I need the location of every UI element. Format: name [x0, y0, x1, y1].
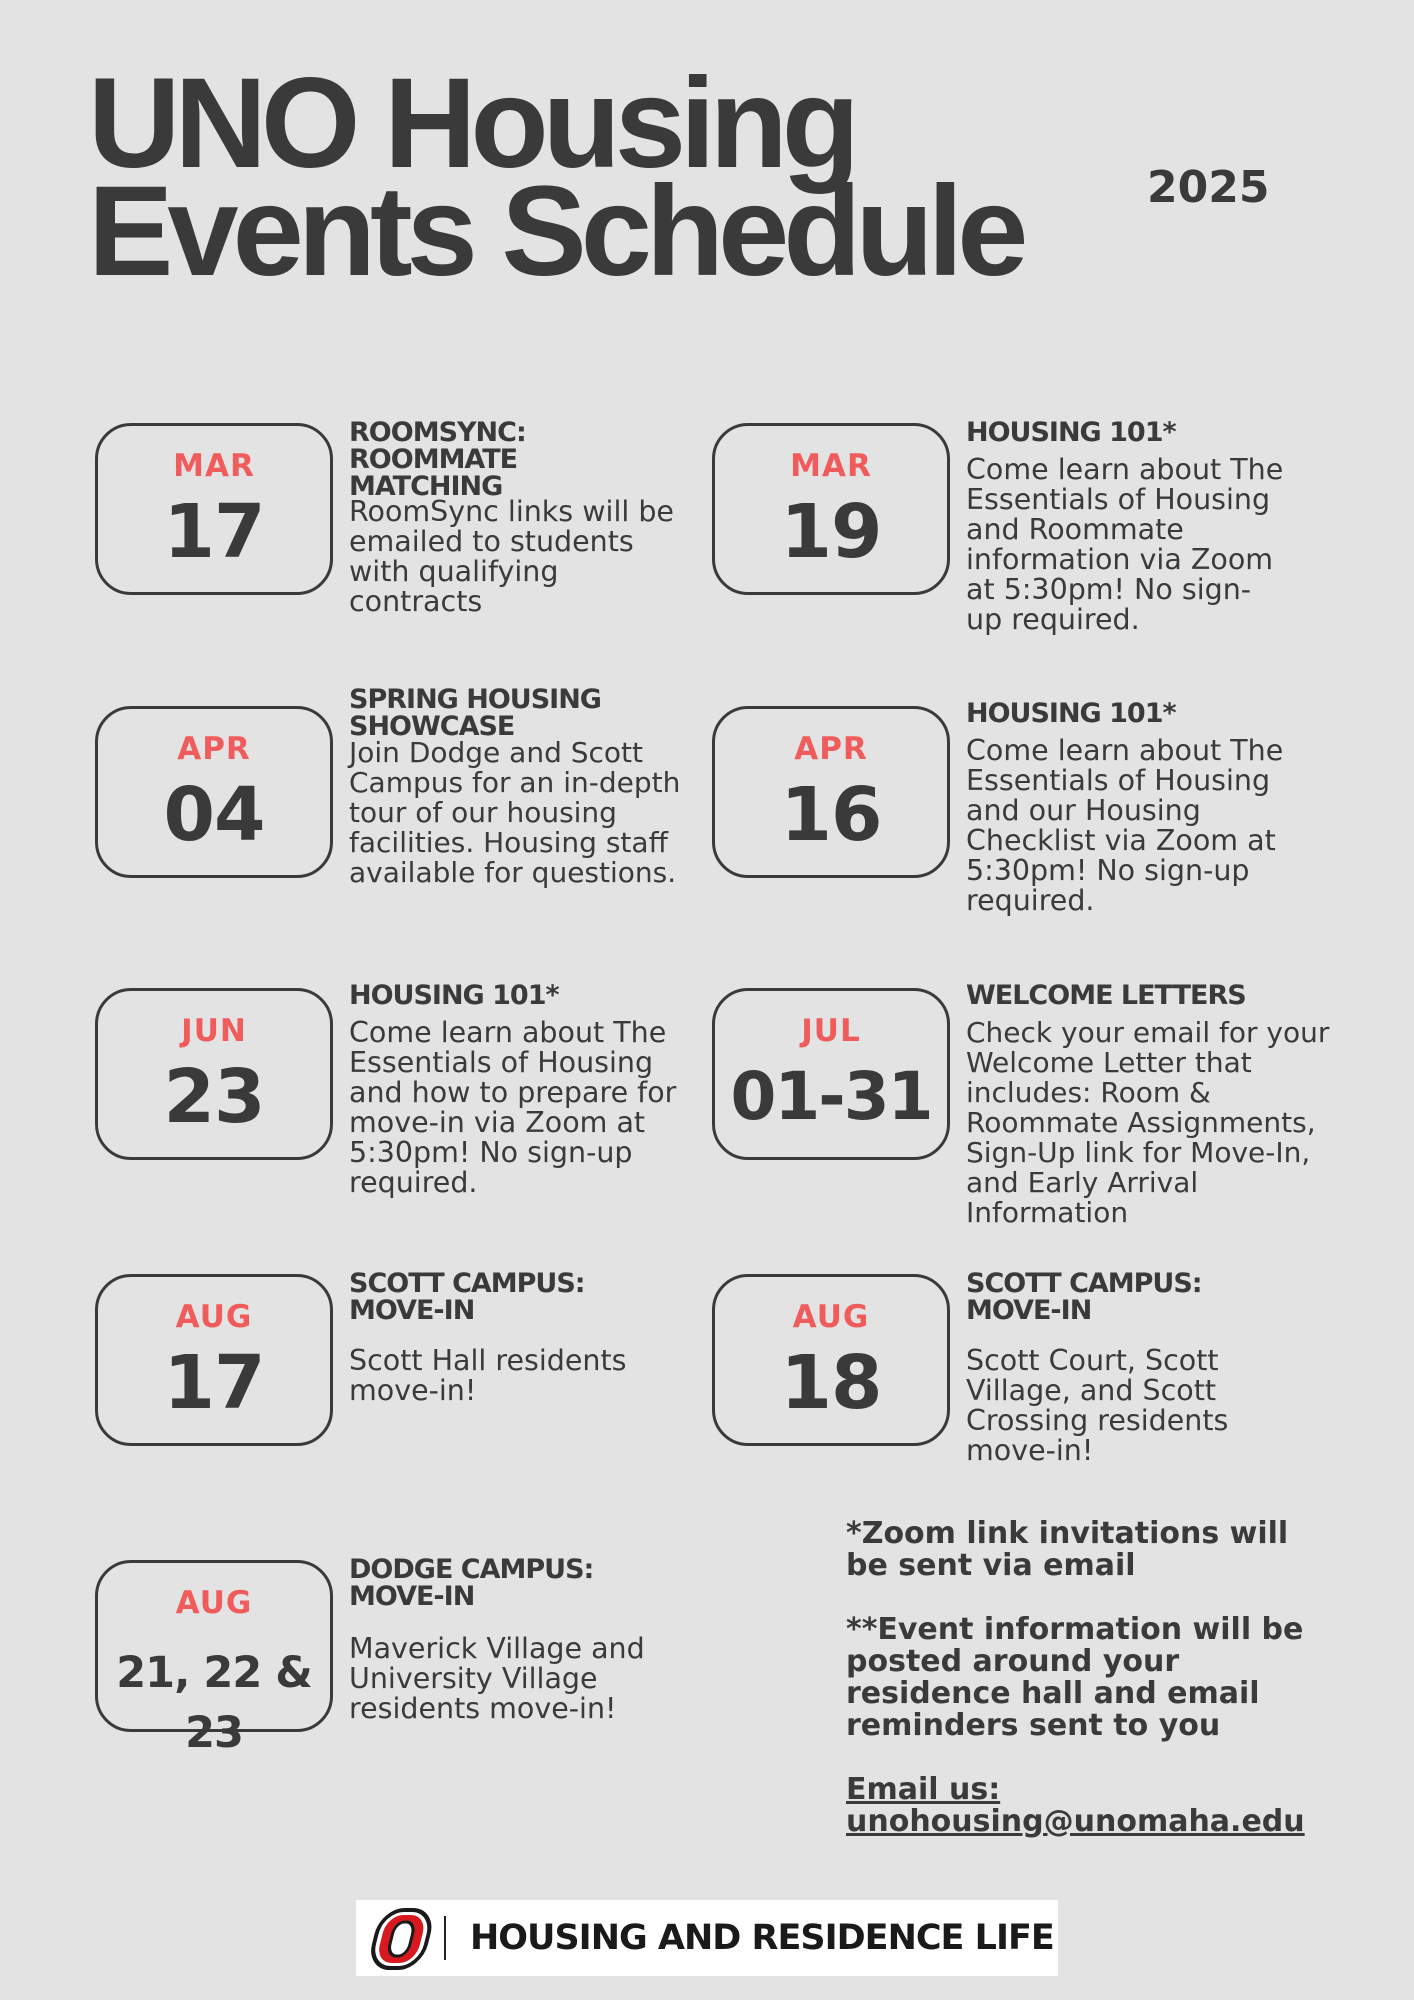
footer-logo-banner — [356, 1900, 1058, 1976]
event-day: 01-31 — [730, 1058, 932, 1135]
event-description: Maverick Village and University Village residents move-in! — [349, 1632, 645, 1725]
event-title: ROOMSYNC: ROOMMATE MATCHING — [349, 417, 526, 502]
event-day: 21, 22 & 23 — [116, 1648, 312, 1758]
schedule-year: 2025 — [1147, 162, 1270, 213]
event-description: Come learn about The Essentials of Housing and how to prepare for move-in via Zoom at 5:30pm! No sign-up required. — [349, 1016, 677, 1199]
event-title: SCOTT CAMPUS: MOVE-IN — [966, 1268, 1202, 1326]
event-description: Come learn about The Essentials of Housing and our Housing Checklist via Zoom at 5:30pm! No sign-up required. — [966, 734, 1284, 917]
event-title: SPRING HOUSING SHOWCASE — [349, 684, 601, 742]
event-day: 17 — [163, 1340, 265, 1426]
event-title: HOUSING 101* — [349, 980, 559, 1011]
date-badge — [95, 423, 333, 595]
event-month: JUN — [181, 1013, 247, 1049]
email-address-link[interactable]: unohousing@unomaha.edu — [846, 1804, 1305, 1839]
event-month: JUL — [801, 1013, 861, 1049]
date-badge — [95, 706, 333, 878]
event-title: SCOTT CAMPUS: MOVE-IN — [349, 1268, 585, 1326]
notes-section — [846, 1518, 1316, 1838]
event-month: APR — [794, 731, 868, 767]
event-day: 18 — [780, 1340, 882, 1426]
date-badge — [95, 1560, 333, 1758]
department-name: HOUSING AND RESIDENCE LIFE — [470, 1918, 1054, 1958]
event-description: RoomSync links will be emailed to students with qualifying contracts — [349, 495, 674, 618]
date-badge — [712, 423, 950, 595]
event-description: Check your email for your Welcome Letter that includes: Room & Roommate Assignments, Sign-Up link for Move-In, and Early Arrival Information — [966, 1016, 1330, 1229]
event-info-note: **Event information will be posted around your residence hall and email reminders sent to you — [846, 1612, 1304, 1743]
event-day: 17 — [163, 489, 265, 575]
date-badge — [712, 988, 950, 1160]
date-badge — [712, 706, 950, 878]
date-badge — [95, 988, 333, 1160]
event-title: HOUSING 101* — [966, 698, 1176, 729]
event-day: 23 — [163, 1054, 265, 1140]
uno-o-logo-icon — [360, 1904, 440, 1972]
event-month: APR — [177, 731, 251, 767]
event-description: Join Dodge and Scott Campus for an in-depth tour of our housing facilities. Housing staff available for questions. — [349, 736, 681, 889]
event-day: 19 — [780, 489, 882, 575]
event-description: Come learn about The Essentials of Housing and Roommate information via Zoom at 5:30pm! No sign-up required. — [966, 453, 1284, 636]
page-title — [88, 52, 1088, 303]
event-title: HOUSING 101* — [966, 417, 1176, 448]
date-badge — [712, 1274, 950, 1446]
event-description: Scott Court, Scott Village, and Scott Crossing residents move-in! — [966, 1344, 1229, 1467]
event-month: MAR — [790, 448, 872, 484]
event-month: AUG — [175, 1585, 253, 1621]
title-line-2: Events Schedule — [88, 160, 1023, 303]
event-month: AUG — [175, 1299, 253, 1335]
event-description: Scott Hall residents move-in! — [349, 1344, 627, 1407]
event-title: DODGE CAMPUS: MOVE-IN — [349, 1554, 594, 1612]
event-day: 16 — [780, 772, 882, 858]
title-line-1: UNO Housing — [88, 52, 854, 195]
zoom-note: *Zoom link invitations will be sent via email — [846, 1516, 1289, 1583]
email-label-link[interactable]: Email us: — [846, 1772, 1001, 1807]
event-title: WELCOME LETTERS — [966, 980, 1246, 1011]
event-month: MAR — [173, 448, 255, 484]
event-month: AUG — [792, 1299, 870, 1335]
event-day: 04 — [163, 772, 265, 858]
date-badge — [95, 1274, 333, 1446]
logo-divider — [444, 1916, 446, 1960]
